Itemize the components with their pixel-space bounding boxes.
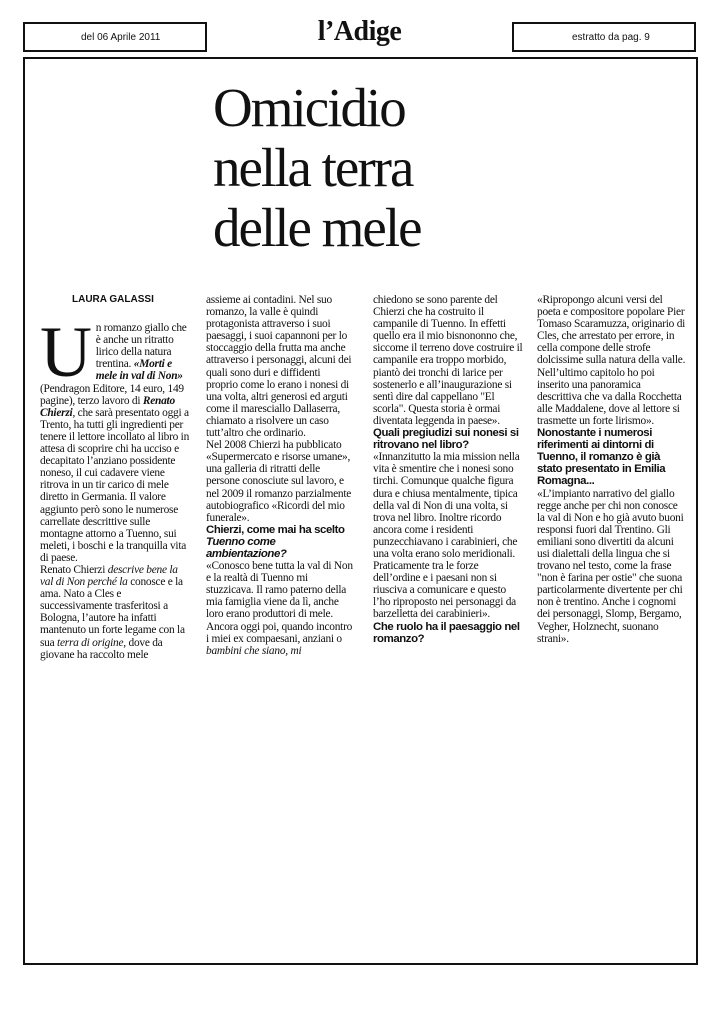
newspaper-masthead: l’Adige: [317, 16, 402, 47]
text: n romanzo giallo che è anche un ritratto lirico della natura trentina.: [95, 322, 187, 371]
article-column-3: [373, 294, 523, 645]
text: , che sarà presentato oggi a Trento, ha tutti gli ingredienti per tenere il lettore incollato al libro in attesa di scoprire chi ha ucciso e decapitato l’anziano possidente noneso, il cui cadavere viene ritrova in un tir carico di mele diretto in Germania. Il valore aggiunto però sono le numerose carrellate descrittive sulle montagne attorno a Tuenno, sui meleti, i boschi e la tranquilla vita di paese.: [40, 406, 190, 564]
interview-question: Quali pregiudizi sui nonesi si ritrovano nel libro?: [373, 427, 519, 452]
author-name: Renato Chierzi: [40, 394, 175, 419]
author-byline: LAURA GALASSI: [72, 294, 154, 305]
text: «Conosco bene tutta la val di Non e la realtà di Tuenno mi stuzzicava. Il ramo paterno della mia famiglia viene da lì, anche loro erano produttori di mele. Ancora oggi poi, quando incontro i miei ex compaesani, anziani o: [206, 560, 353, 645]
text: conosce e la ama. Nato a Cles e successivamente trasferitosi a Bologna, l’autore ha infatti mantenuto un forte legame con la sua: [40, 576, 185, 649]
paragraph: [40, 564, 192, 661]
publication-date: del 06 Aprile 2011: [81, 31, 161, 43]
headline-line: nella terra: [213, 137, 413, 198]
text: Tuenno come ambientazione?: [206, 535, 287, 560]
text: Chierzi, come mai ha scelto: [206, 523, 345, 536]
text: , dove da giovane ha raccolto mele: [40, 636, 163, 661]
text: terra di origine: [57, 636, 124, 649]
page-reference: estratto da pag. 9: [572, 31, 650, 43]
paragraph: Nel 2008 Chierzi ha pubblicato «Supermercato e risorse umane», una galleria di ritratti delle persone conosciute sul lavoro, e nel 2009 il romanzo parzialmente autobiografico «Ricordi del mio funerale».: [206, 439, 352, 524]
paragraph: «L’impianto narrativo del giallo regge anche per chi non conosce la val di Non e ho già avuto buoni responsi fuori dal Trentino. Gli emiliani sono divertiti da alcuni usi dialettali della lingua che si trovano nel testo, come la frase "non è farina per ostie" che suona particolarmente divertente per chi non è trentino. Anche i cognomi dei personaggi, Slomp, Bergamo, Vegher, Holznecht, suonano strani».: [537, 487, 684, 645]
extract-box: [512, 22, 696, 52]
book-title: «Morti e mele in val di Non»: [95, 358, 183, 383]
text: (Pendragon Editore, 14 euro, 149 pagine), terzo lavoro di: [40, 382, 184, 407]
paragraph: «Ripropongo alcuni versi del poeta e compositore popolare Pier Tomaso Scaramuzza, originario di Cles, che arrestato per errore, in cella compone delle strofe dolcissime sulla natura della valle. Nell’ultimo capitolo ho poi inserito una panoramica descrittiva che va dalla Rocchetta alle Maddalene, dove al lettore si trasmette un forte lirismo».: [537, 294, 686, 427]
paragraph: [206, 560, 354, 657]
article-column-4: [537, 294, 687, 645]
drop-cap: U: [40, 312, 92, 393]
paragraph: «Innanzitutto la mia mission nella vita è smentire che i nonesi sono tirchi. Comunque qualche figura dura e chiusa mentalmente, tipica della val di Non di una volta, si trova nel libro. Inoltre ricordo ancora come i residenti punzecchiavano i carabinieri, che una volta erano solo meridionali. Praticamente tra le forze dell’ordine e i paesani non si riusciva a comunicare e questo l’ho riproposto nei personaggi da barzelletta dei carabinieri».: [373, 451, 520, 621]
headline-line: delle mele: [213, 197, 421, 258]
text: bambini che siano, mi: [206, 644, 302, 657]
article-column-1: [40, 294, 192, 661]
paragraph: assieme ai contadini. Nel suo romanzo, la valle è quindi protagonista attraverso i suoi paesaggi, i suoi capannoni per lo stoccaggio della frutta ma anche attraverso i personaggi, alcuni dei quali sono duri e diffidenti proprio come lo erano i nonesi di una volta, altri generosi ed arguti come il maresciallo Dallaserra, chiamato a risolvere un caso tutt’altro che ordinario.: [206, 294, 352, 440]
interview-question: [206, 524, 354, 560]
headline-line: Omicidio: [213, 77, 405, 138]
interview-question: Nonostante i numerosi riferimenti ai dintorni di Tuenno, il romanzo è già stato presentato in Emilia Romagna...: [537, 427, 666, 488]
headline: [213, 78, 553, 258]
interview-question: Che ruolo ha il paesaggio nel romanzo?: [373, 620, 520, 645]
text: Renato Chierzi: [40, 563, 108, 576]
paragraph: [40, 312, 192, 564]
text: descrive bene la val di Non perché la: [40, 563, 178, 589]
paragraph: chiedono se sono parente del Chierzi che ha costruito il campanile di Tuenno. In effetti quello era il mio bisnononno che, siccome il terreno dove costruire il campanile era troppo morbido, piantò dei tronchi di larice per sostenerlo e all’inaugurazione si sentì dire dal cappellano "El scorla". Questa storia è ormai diventata leggenda in paese».: [373, 294, 523, 427]
article-column-2: [206, 294, 354, 657]
